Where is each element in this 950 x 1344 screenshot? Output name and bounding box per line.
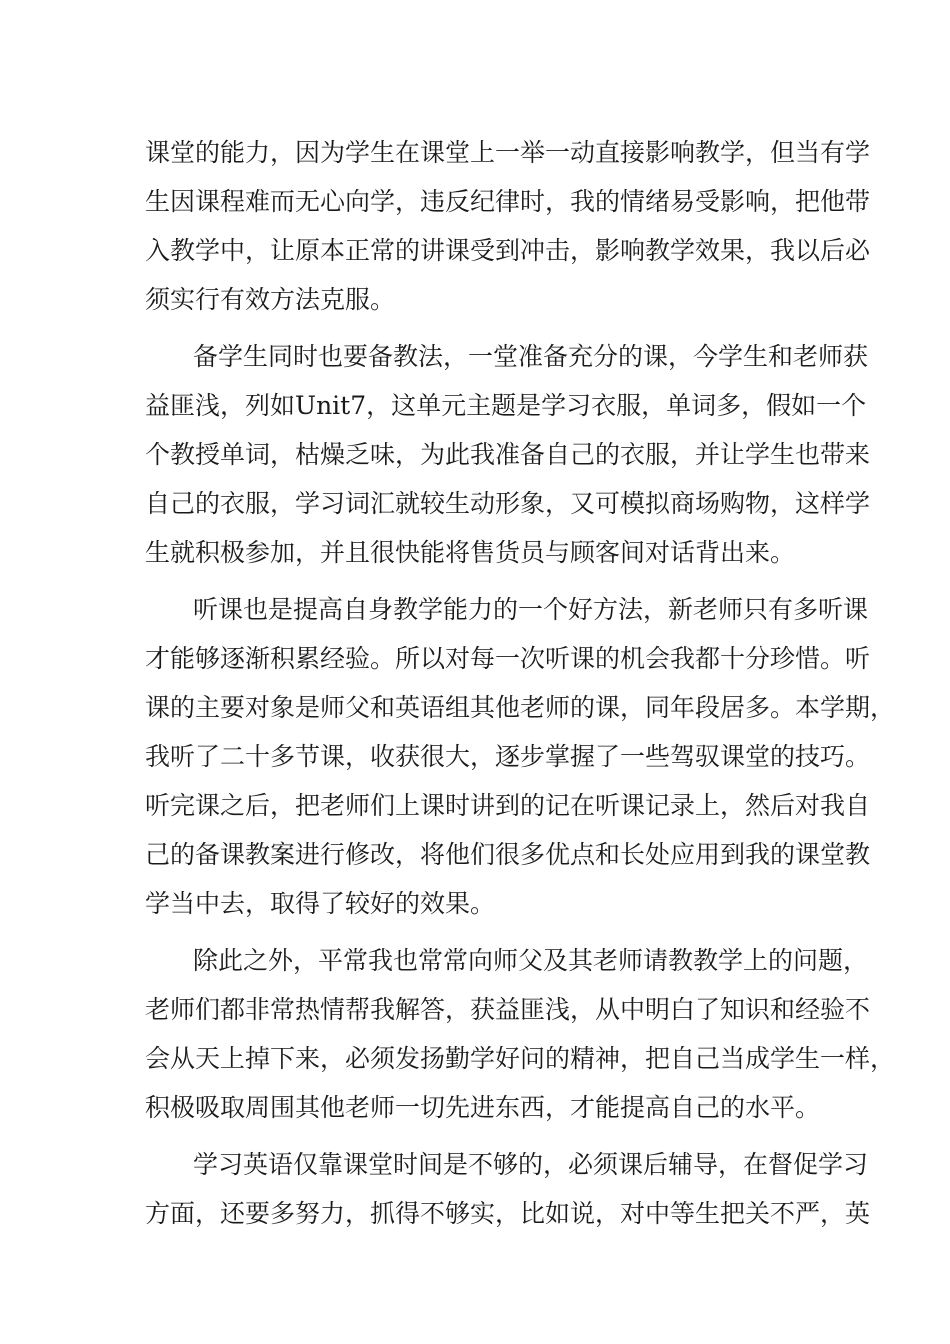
paragraph-spacer — [145, 324, 825, 332]
paragraph-spacer — [145, 928, 825, 936]
paragraph-spacer — [145, 577, 825, 585]
text-line: 我听了二十多节课，收获很大，逐步掌握了一些驾驭课堂的技巧。 — [145, 742, 871, 771]
paragraph — [145, 332, 871, 577]
text-line: 方面，还要多努力，抓得不够实，比如说，对中等生把关不严，英 — [145, 1199, 871, 1228]
text-line: 个教授单词，枯燥乏味，为此我准备自己的衣服，并让学生也带来 — [145, 440, 871, 469]
text-line: 会从天上掉下来，必须发扬勤学好问的精神，把自己当成学生一样， — [145, 1044, 896, 1073]
text-line: 入教学中，让原本正常的讲课受到冲击，影响教学效果，我以后必 — [145, 236, 871, 265]
paragraph — [145, 585, 896, 928]
text-line: 听完课之后，把老师们上课时讲到的记在听课记录上，然后对我自 — [145, 791, 871, 820]
text-line: 老师们都非常热情帮我解答，获益匪浅，从中明白了知识和经验不 — [145, 995, 871, 1024]
paragraph — [145, 128, 871, 324]
text-line: 学习英语仅靠课堂时间是不够的，必须课后辅导，在督促学习 — [193, 1150, 869, 1179]
text-line: 自己的衣服，学习词汇就较生动形象，又可模拟商场购物，这样学 — [145, 489, 871, 518]
paragraph — [145, 936, 896, 1132]
text-line: 除此之外，平常我也常常向师父及其老师请教教学上的问题， — [193, 946, 869, 975]
text-line: 益匪浅，列如Unit7，这单元主题是学习衣服，单词多，假如一个 — [145, 391, 867, 420]
text-line: 课的主要对象是师父和英语组其他老师的课，同年段居多。本学期， — [145, 693, 896, 722]
text-line: 课堂的能力，因为学生在课堂上一举一动直接影响教学，但当有学 — [145, 138, 871, 167]
text-line: 备学生同时也要备教法，一堂准备充分的课，今学生和老师获 — [193, 342, 869, 371]
text-line: 生就积极参加，并且很快能将售货员与顾客间对话背出来。 — [145, 538, 796, 567]
paragraph — [145, 1140, 871, 1238]
text-line: 学当中去，取得了较好的效果。 — [145, 889, 496, 918]
text-line: 己的备课教案进行修改，将他们很多优点和长处应用到我的课堂教 — [145, 840, 871, 869]
text-line: 才能够逐渐积累经验。所以对每一次听课的机会我都十分珍惜。听 — [145, 644, 871, 673]
document-body — [145, 128, 896, 1238]
paragraph-spacer — [145, 1132, 825, 1140]
text-line: 听课也是提高自身教学能力的一个好方法，新老师只有多听课 — [193, 595, 869, 624]
text-line: 生因课程难而无心向学，违反纪律时，我的情绪易受影响，把他带 — [145, 187, 871, 216]
text-line: 积极吸取周围其他老师一切先进东西，才能提高自己的水平。 — [145, 1093, 821, 1122]
text-line: 须实行有效方法克服。 — [145, 285, 396, 314]
